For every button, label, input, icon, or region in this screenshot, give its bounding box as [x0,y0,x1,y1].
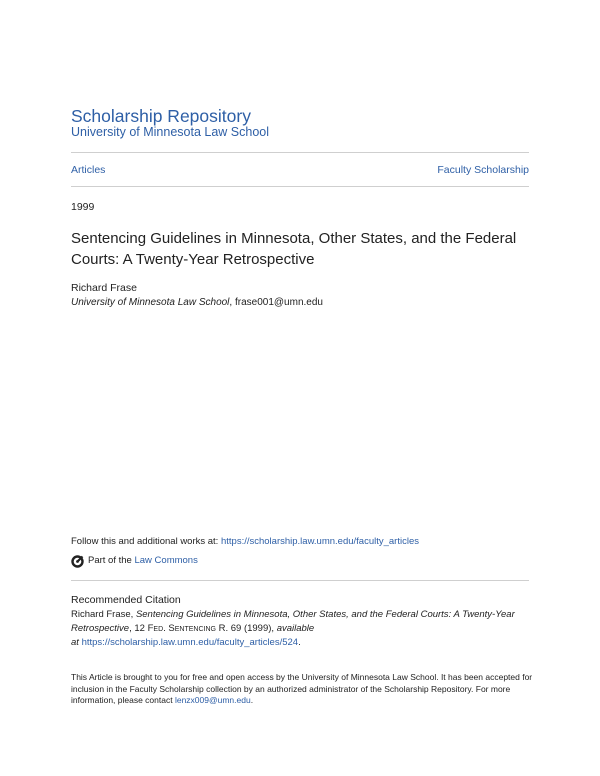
publication-year: 1999 [71,201,95,213]
citation-end: . [298,637,301,648]
access-notice [71,672,533,707]
citation-author: Richard Frase, [71,609,136,620]
repo-subtitle[interactable]: University of Minnesota Law School [71,125,270,139]
faculty-articles-url[interactable]: https://scholarship.law.umn.edu/faculty_articles [220,536,419,547]
divider-top [71,152,529,153]
faculty-scholarship-link[interactable]: Faculty Scholarship [437,164,529,176]
author-name: Richard Frase [71,282,137,294]
citation-title: Sentencing Guidelines in Minnesota, Other States, and the Federal Courts: A Twenty-Year Retrospective [71,609,515,634]
repo-title[interactable]: Scholarship Repository [71,106,251,126]
citation-url[interactable]: https://scholarship.law.umn.edu/faculty_articles/524 [81,637,299,648]
divider-citation [71,580,529,581]
open-access-icon [71,555,84,568]
citation-journal: Fed. Sentencing R. [147,623,229,634]
notice-text: This Article is brought to you for free and open access by the University of Minnesota Law School. It has been accepted for inclusion in the Faculty Scholarship collection by an authorized administrator of the Scholarship Repository. For more information, please contact [71,672,533,705]
follow-line [71,536,419,548]
part-of-line [71,553,198,569]
divider-nav [71,186,529,187]
notice-end: . [250,695,254,705]
article-title: Sentencing Guidelines in Minnesota, Other States, and the Federal Courts: A Twenty-Year Retrospective [71,230,517,268]
follow-prefix: Follow this and additional works at: [71,536,221,547]
author-email: , frase001@umn.edu [229,297,323,308]
law-commons-link[interactable]: Law Commons [134,555,198,566]
citation-volume: , 12 [129,623,148,634]
citation-pages: 69 (1999), [228,623,277,634]
citation-heading: Recommended Citation [71,594,181,606]
citation-available: available at [71,623,315,648]
articles-link[interactable]: Articles [71,164,106,176]
contact-email-link[interactable]: lenzx009@umn.edu [174,695,251,705]
part-of-prefix: Part of the [88,555,132,566]
affiliation-name: University of Minnesota Law School [71,297,230,308]
author-affiliation [71,296,323,309]
citation-body [71,608,533,650]
